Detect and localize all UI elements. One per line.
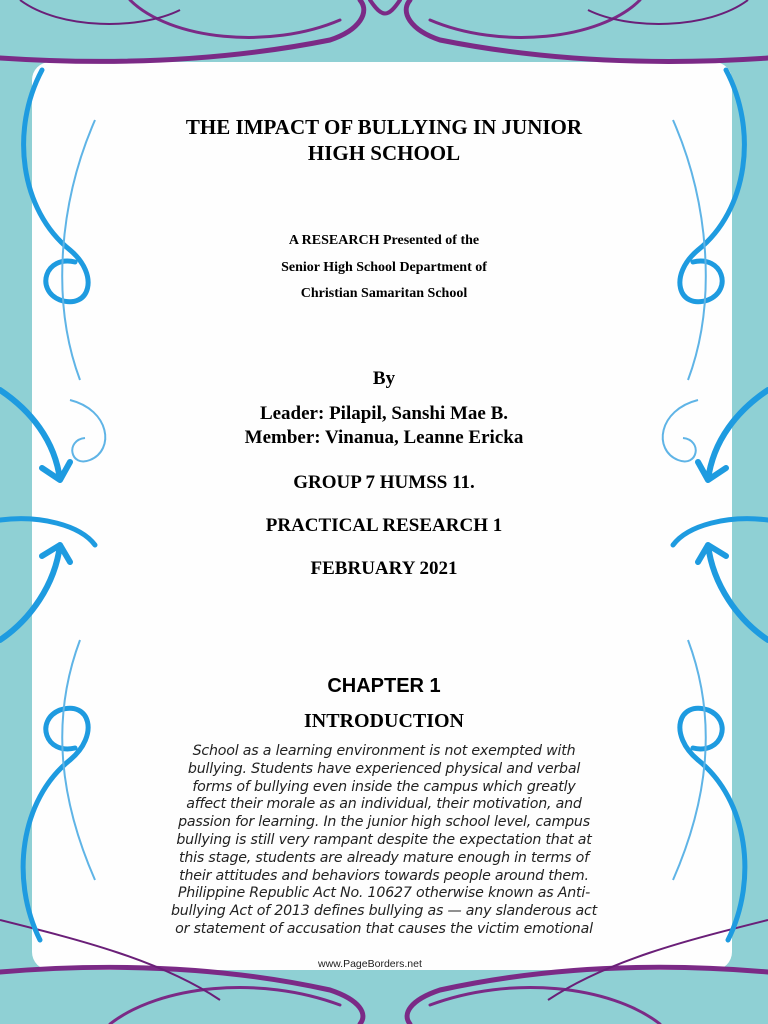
paragraph-line: bullying is still very rampant despite the expectation that at: [176, 831, 592, 848]
paragraph-line: Philippine Republic Act No. 10627 otherwise known as Anti-: [177, 885, 591, 902]
document-title: [134, 114, 634, 166]
course-label: PRACTICAL RESEARCH 1: [265, 515, 503, 536]
presented-line-3: Christian Samaritan School: [300, 286, 468, 301]
paragraph-line: forms of bullying even inside the campus which greatly: [192, 778, 576, 795]
paragraph-line: or statement of accusation that causes the victim emotional: [175, 920, 593, 937]
group-label: GROUP 7 HUMSS 11.: [293, 472, 475, 493]
introduction-paragraph: [152, 743, 616, 939]
paragraph-line: passion for learning. In the junior high school level, campus: [178, 814, 590, 831]
author-list: [0, 402, 768, 450]
leader-name: Leader: Pilapil, Sanshi Mae B.: [259, 403, 509, 424]
section-heading: INTRODUCTION: [303, 710, 465, 732]
paragraph-line: this stage, students are already mature enough in terms of: [179, 849, 589, 866]
paragraph-line: their attitudes and behaviors towards people around them.: [179, 867, 589, 884]
paragraph-line: affect their morale as an individual, their motivation, and: [186, 796, 582, 813]
paragraph-line: bullying Act of 2013 defines bullying as — any slanderous act: [170, 903, 598, 920]
border-credit: www.PageBorders.net: [318, 958, 422, 970]
date-label: FEBRUARY 2021: [310, 558, 458, 579]
title-line-1: THE IMPACT OF BULLYING IN JUNIOR: [185, 115, 583, 139]
presented-line-2: Senior High School Department of: [281, 259, 487, 275]
paragraph-line: School as a learning environment is not exempted with: [192, 743, 576, 759]
title-line-2: HIGH SCHOOL: [307, 141, 461, 165]
member-name: Member: Vinanua, Leanne Ericka: [244, 427, 524, 448]
chapter-heading: CHAPTER 1: [327, 675, 441, 697]
paragraph-line: bullying. Students have experienced physical and verbal: [187, 760, 581, 777]
presented-line-1: A RESEARCH Presented of the: [288, 233, 480, 248]
presented-statement: [0, 228, 768, 308]
by-label: By: [372, 368, 396, 389]
